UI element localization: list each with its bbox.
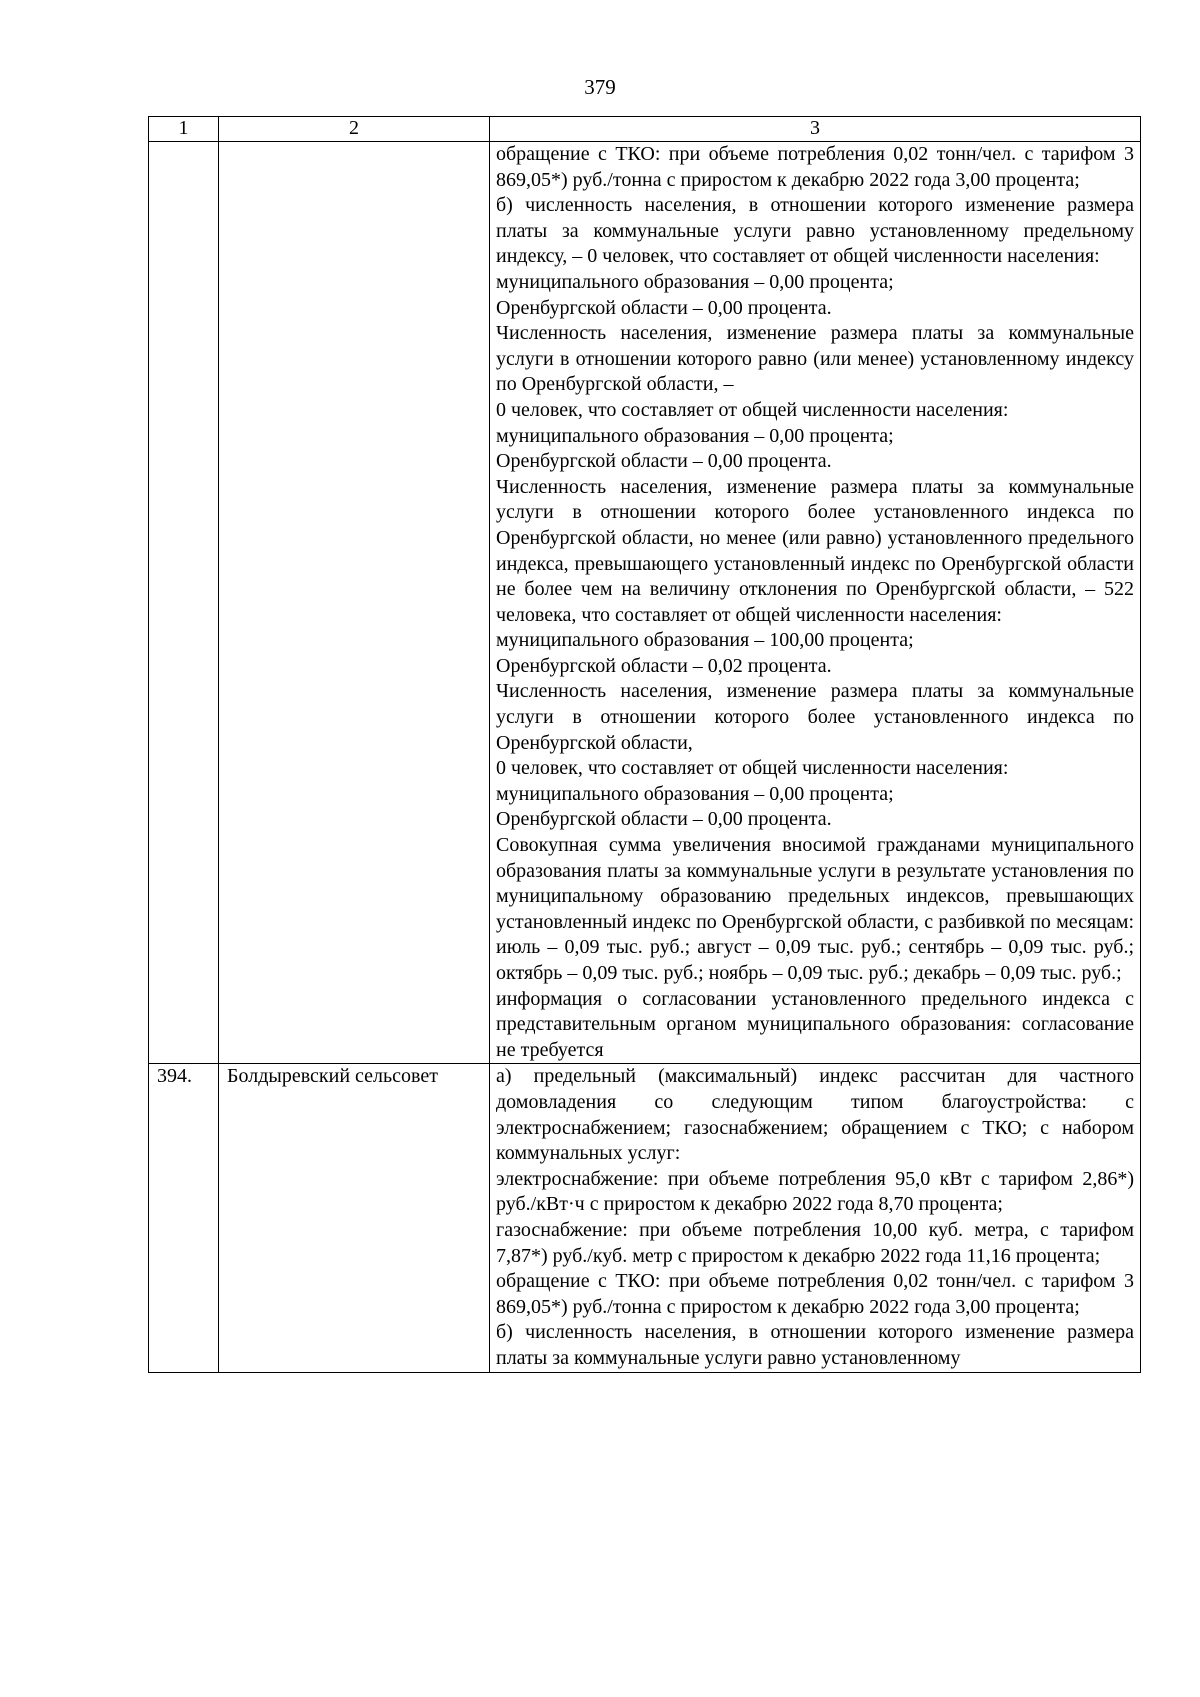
municipality-name: Болдыревский сельсовет bbox=[219, 1064, 490, 1372]
description-paragraph: 0 человек, что составляет от общей численности населения: bbox=[496, 757, 1009, 780]
description-paragraph: газоснабжение: при объеме потребления 10,00 куб. метра, с тарифом 7,87*) руб./куб. метр с приростом к декабрю 2022 года 11,16 процента; bbox=[496, 1218, 1134, 1267]
municipality-name bbox=[219, 142, 490, 1064]
description-paragraph: Численность населения, изменение размера платы за коммунальные услуги в отношении которого более установленного индекса по Оренбургской области, bbox=[496, 680, 1134, 754]
description-paragraph: а) предельный (максимальный) индекс рассчитан для частного домовладения со следующим типом благоустройства: с электроснабжением; газоснабжением; обращением с ТКО; с набором коммунальных услуг: bbox=[496, 1065, 1134, 1165]
description-paragraph: Численность населения, изменение размера платы за коммунальные услуги в отношении которого более установленного индекса по Оренбургской области, но менее (или равно) установленного предельного индекса, превышающего установленный индекс по Оренбургской области не более чем на величину отклонения по Оренбургской области, – 522 человека, что составляет от общей численности населения: bbox=[496, 475, 1134, 626]
description-paragraph: информация о согласовании установленного предельного индекса с представительным органом муниципального образования: согласование не требуется bbox=[496, 987, 1134, 1061]
description-paragraph: Оренбургской области – 0,02 процента. bbox=[496, 654, 832, 677]
description-paragraph: Оренбургской области – 0,00 процента. bbox=[496, 296, 832, 319]
description-paragraph: муниципального образования – 0,00 процента; bbox=[496, 270, 894, 293]
row-number: 394. bbox=[149, 1064, 219, 1372]
data-table bbox=[148, 116, 1141, 1373]
description-paragraph: б) численность населения, в отношении которого изменение размера платы за коммунальные услуги равно установленному bbox=[496, 1321, 1134, 1369]
description-paragraph: электроснабжение: при объеме потребления 95,0 кВт с тарифом 2,86*) руб./кВт·ч с приростом к декабрю 2022 года 8,70 процента; bbox=[496, 1167, 1134, 1216]
description-cell bbox=[490, 1064, 1141, 1372]
description-paragraph: Оренбургской области – 0,00 процента. bbox=[496, 808, 832, 831]
description-paragraph: муниципального образования – 100,00 процента; bbox=[496, 629, 914, 652]
header-cell-2: 2 bbox=[219, 117, 490, 142]
table-header-row bbox=[149, 117, 1141, 142]
row-number bbox=[149, 142, 219, 1064]
description-paragraph: Оренбургской области – 0,00 процента. bbox=[496, 450, 832, 473]
description-paragraph: обращение с ТКО: при объеме потребления 0,02 тонн/чел. с тарифом 3 869,05*) руб./тонна с приростом к декабрю 2022 года 3,00 процента; bbox=[496, 1270, 1134, 1318]
description-paragraph: 0 человек, что составляет от общей численности населения: bbox=[496, 398, 1009, 421]
table-row bbox=[149, 142, 1141, 1064]
description-cell bbox=[490, 142, 1141, 1064]
description-paragraph: Численность населения, изменение размера платы за коммунальные услуги в отношении которого равно (или менее) установленному индексу по Оренбургской области, – bbox=[496, 322, 1134, 396]
table-row bbox=[149, 1064, 1141, 1372]
description-paragraph: б) численность населения, в отношении которого изменение размера платы за коммунальные услуги равно установленному предельному индексу, – 0 человек, что составляет от общей численности населения: bbox=[496, 194, 1134, 268]
description-paragraph: обращение с ТКО: при объеме потребления 0,02 тонн/чел. с тарифом 3 869,05*) руб./тонна с приростом к декабрю 2022 года 3,00 процента; bbox=[496, 143, 1134, 191]
header-cell-1: 1 bbox=[149, 117, 219, 142]
header-cell-3: 3 bbox=[490, 117, 1141, 142]
page-number: 379 bbox=[584, 75, 616, 99]
description-paragraph: Совокупная сумма увеличения вносимой гражданами муниципального образования платы за коммунальные услуги в результате установления по муниципальному образованию предельных индексов, превышающих установленный индекс по Оренбургской области, с разбивкой по месяцам: июль – 0,09 тыс. руб.; август – 0,09 тыс. руб.; сентябрь – 0,09 тыс. руб.; октябрь – 0,09 тыс. руб.; ноябрь – 0,09 тыс. руб.; декабрь – 0,09 тыс. руб.; bbox=[496, 834, 1134, 984]
description-paragraph: муниципального образования – 0,00 процента; bbox=[496, 782, 894, 805]
description-paragraph: муниципального образования – 0,00 процента; bbox=[496, 424, 894, 447]
